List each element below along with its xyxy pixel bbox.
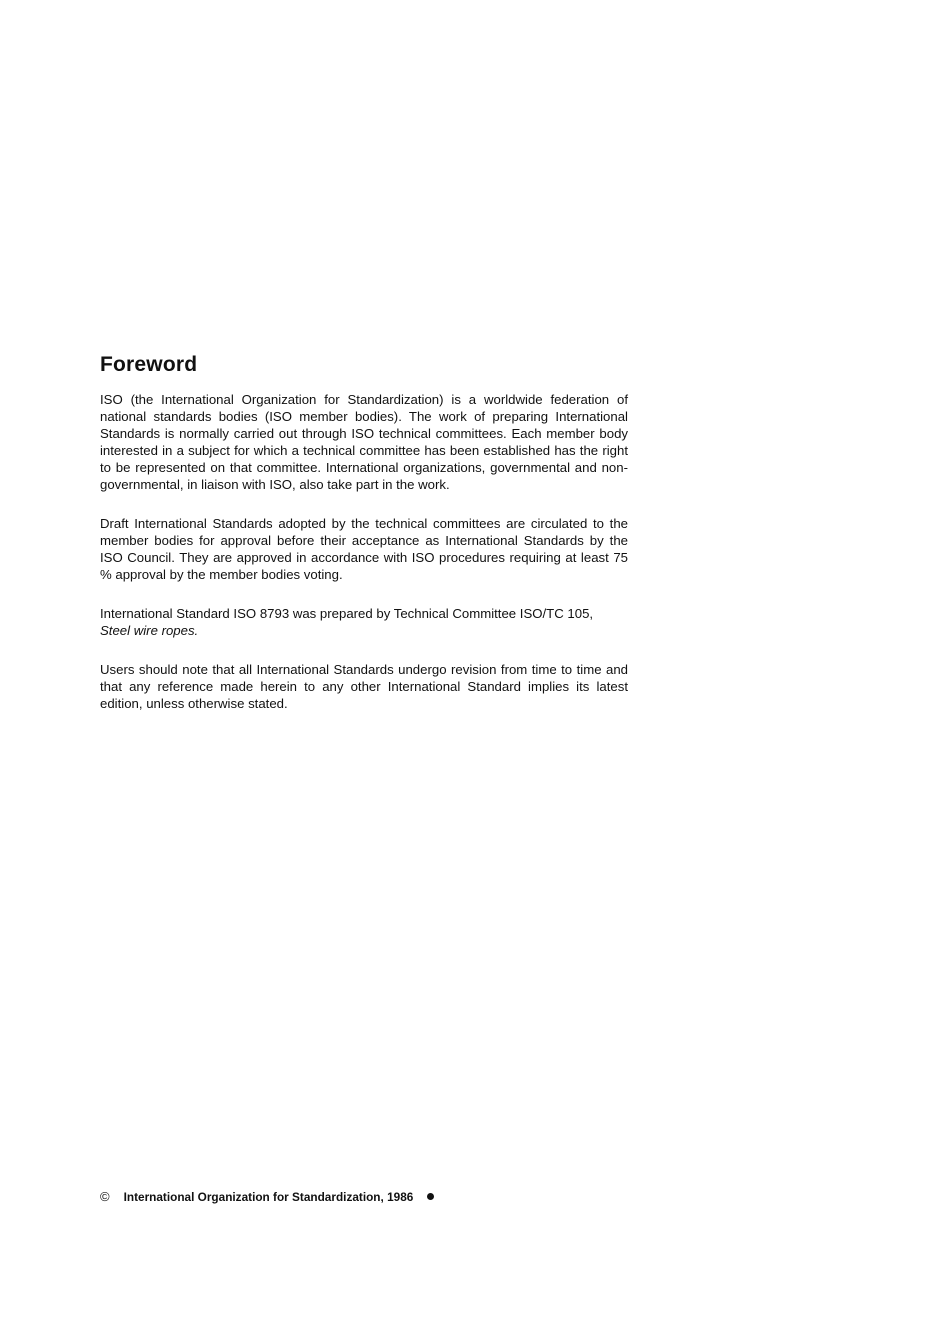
foreword-section — [100, 353, 628, 734]
bullet-icon — [427, 1193, 434, 1200]
page-title: Foreword — [100, 353, 198, 376]
copyright-footer — [100, 1189, 434, 1204]
paragraph-draft-standards: Draft International Standards adopted by the technical committees are circulated to the member bodies for approval before their acceptance as International Standards by the ISO Council. They are approved in accordance with ISO procedures requiring at least 75 % approval by the member bodies voting. — [100, 516, 628, 582]
paragraph-iso-intro: ISO (the International Organization for Standardization) is a worldwide federation of national standards bodies (ISO member bodies). The work of preparing International Standards is normally carried out through ISO technical committees. Each member body interested in a subject for which a technical committee has been established has the right to be represented on that committee. International organizations, governmental and non-governmental, in liaison with ISO, also take part in the work. — [100, 392, 628, 492]
copyright-text: International Organization for Standardization, 1986 — [123, 1189, 414, 1204]
copyright-icon: © — [100, 1189, 110, 1204]
committee-title: Steel wire ropes. — [100, 623, 199, 638]
paragraph-prepared-by — [100, 605, 628, 639]
prepared-by-text: International Standard ISO 8793 was prepared by Technical Committee ISO/TC 105, — [100, 606, 594, 621]
paragraph-revision-note: Users should note that all International Standards undergo revision from time to time and that any reference made herein to any other International Standard implies its latest edition, unless otherwise stated. — [100, 662, 628, 711]
